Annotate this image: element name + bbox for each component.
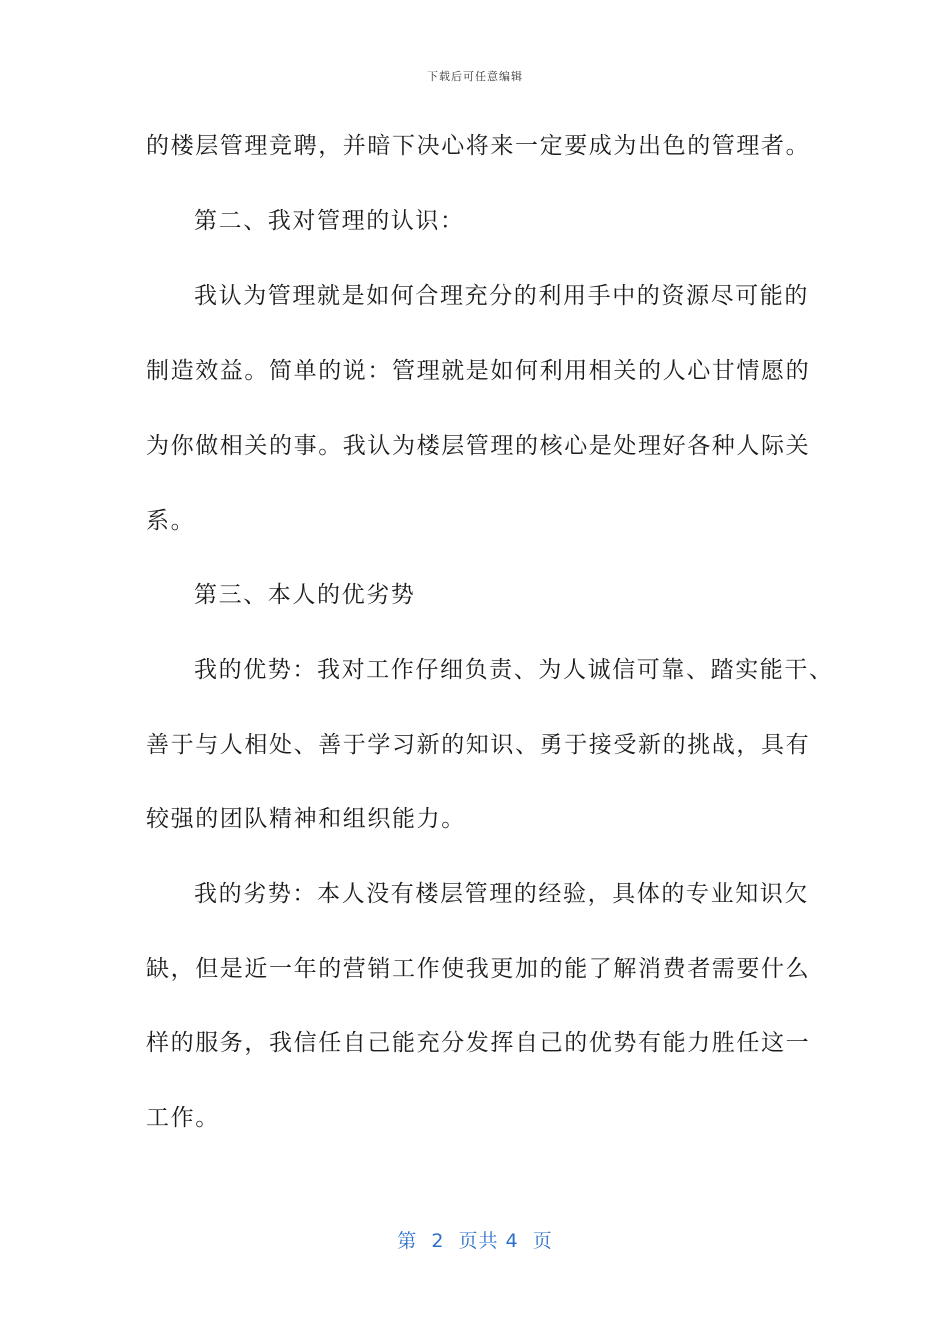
body-line: 我的优势：我对工作仔细负责、为人诚信可靠、踏实能干、 <box>194 657 834 683</box>
body-line: 样的服务，我信任自己能充分发挥自己的优势有能力胜任这一 <box>146 1030 811 1056</box>
body-line: 系。 <box>146 508 196 534</box>
body-line: 缺，但是近一年的营销工作使我更加的能了解消费者需要什么 <box>146 956 811 982</box>
page-number: 第 2 页共 4 页 <box>397 1230 553 1252</box>
section-heading: 第二、我对管理的认识： <box>194 208 465 234</box>
body-line: 善于与人相处、善于学习新的知识、勇于接受新的挑战，具有 <box>146 732 811 758</box>
body-line: 较强的团队精神和组织能力。 <box>146 806 466 832</box>
body-line: 工作。 <box>146 1105 220 1131</box>
body-line: 的楼层管理竞聘，并暗下决心将来一定要成为出色的管理者。 <box>146 133 811 159</box>
body-line: 制造效益。简单的说：管理就是如何利用相关的人心甘情愿的 <box>146 358 811 384</box>
page-header: 下载后可任意编辑 <box>427 70 523 83</box>
section-heading: 第三、本人的优劣势 <box>194 582 416 608</box>
body-line: 我认为管理就是如何合理充分的利用手中的资源尽可能的 <box>194 283 809 309</box>
body-line: 为你做相关的事。我认为楼层管理的核心是处理好各种人际关 <box>146 433 811 459</box>
body-line: 我的劣势：本人没有楼层管理的经验，具体的专业知识欠 <box>194 881 809 907</box>
